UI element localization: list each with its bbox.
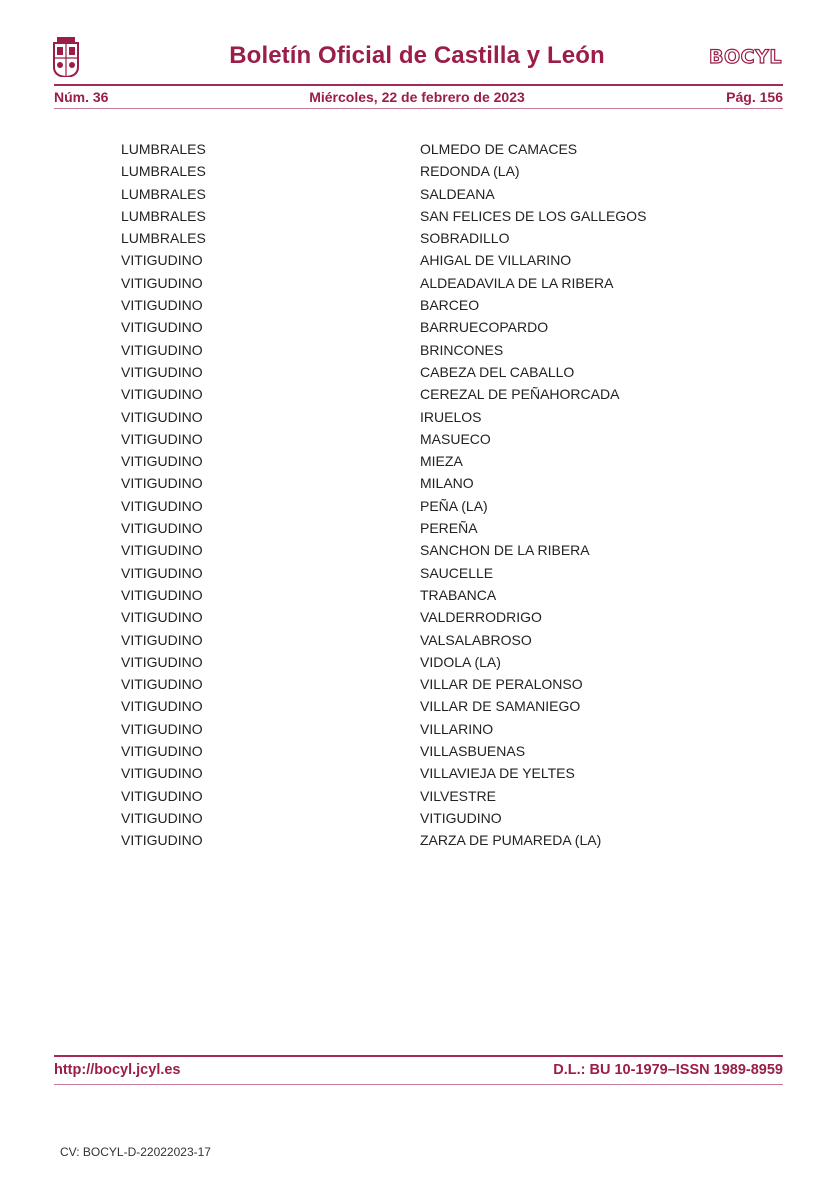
district-cell: VITIGUDINO	[121, 363, 203, 380]
municipality-cell: SAN FELICES DE LOS GALLEGOS	[420, 207, 647, 224]
municipality-cell: IRUELOS	[420, 408, 482, 425]
municipality-cell: SAUCELLE	[420, 564, 494, 581]
district-cell: VITIGUDINO	[121, 720, 203, 737]
header-rule-top	[54, 84, 783, 86]
table-row	[0, 495, 834, 517]
district-cell: LUMBRALES	[121, 141, 206, 157]
district-cell: VITIGUDINO	[121, 297, 203, 314]
bocyl-logo: BOCYL	[709, 46, 782, 68]
municipality-cell: SALDEANA	[420, 185, 495, 202]
table-row	[0, 740, 834, 762]
table-row	[0, 584, 834, 606]
district-cell: VITIGUDINO	[121, 787, 203, 804]
table-row	[0, 539, 834, 561]
table-row	[0, 160, 834, 182]
municipality-cell: VALDERRODRIGO	[420, 609, 542, 626]
table-row	[0, 316, 834, 338]
table-row	[0, 205, 834, 227]
bulletin-title: Boletín Oficial de Castilla y León	[229, 42, 605, 69]
district-cell: LUMBRALES	[121, 230, 206, 247]
municipality-cell: BARRUECOPARDO	[420, 319, 549, 336]
district-cell: VITIGUDINO	[121, 520, 203, 537]
table-row	[0, 294, 834, 316]
district-cell: VITIGUDINO	[121, 698, 203, 715]
district-cell: VITIGUDINO	[121, 542, 203, 559]
municipality-cell: VIDOLA (LA)	[420, 653, 501, 670]
municipality-cell: VILVESTRE	[420, 787, 496, 804]
table-row	[0, 517, 834, 539]
municipality-cell: PEREÑA	[420, 520, 478, 537]
table-row	[0, 227, 834, 249]
footer-rule-bottom	[54, 1084, 783, 1085]
table-row	[0, 651, 834, 673]
district-cell: VITIGUDINO	[121, 475, 203, 492]
table-row	[0, 762, 834, 784]
table-row	[0, 673, 834, 695]
municipality-list	[0, 138, 834, 852]
district-cell: VITIGUDINO	[121, 564, 203, 581]
municipality-cell: VILLASBUENAS	[420, 743, 526, 760]
table-row	[0, 629, 834, 651]
municipality-cell: MILANO	[420, 475, 474, 492]
municipality-cell: ALDEADAVILA DE LA RIBERA	[420, 274, 614, 291]
municipality-cell: PEÑA (LA)	[420, 497, 488, 514]
municipality-cell: VITIGUDINO	[420, 809, 502, 826]
table-row	[0, 785, 834, 807]
issue-date: Miércoles, 22 de febrero de 2023	[309, 89, 525, 105]
district-cell: VITIGUDINO	[121, 408, 203, 425]
table-row	[0, 406, 834, 428]
municipality-cell: VALSALABROSO	[420, 631, 532, 648]
district-cell: VITIGUDINO	[121, 586, 203, 603]
district-cell: LUMBRALES	[121, 185, 206, 202]
district-cell: VITIGUDINO	[121, 453, 203, 470]
municipality-cell: MIEZA	[420, 453, 463, 470]
municipality-cell: REDONDA (LA)	[420, 163, 520, 180]
municipality-cell: MASUECO	[420, 430, 491, 447]
table-row	[0, 472, 834, 494]
district-cell: VITIGUDINO	[121, 497, 203, 514]
district-cell: LUMBRALES	[121, 163, 206, 180]
issue-number: Núm. 36	[54, 89, 109, 105]
municipality-cell: CEREZAL DE PEÑAHORCADA	[420, 386, 620, 403]
district-cell: VITIGUDINO	[121, 653, 203, 670]
table-row	[0, 249, 834, 271]
table-row	[0, 183, 834, 205]
municipality-cell: AHIGAL DE VILLARINO	[420, 252, 572, 269]
district-cell: VITIGUDINO	[121, 430, 203, 447]
district-cell: VITIGUDINO	[121, 386, 203, 403]
district-cell: VITIGUDINO	[121, 676, 203, 693]
table-row	[0, 695, 834, 717]
municipality-cell: TRABANCA	[420, 586, 497, 603]
table-row	[0, 807, 834, 829]
municipality-cell: OLMEDO DE CAMACES	[420, 141, 578, 157]
bocyl-url-link[interactable]: http://bocyl.jcyl.es	[54, 1062, 181, 1078]
table-row	[0, 562, 834, 584]
header-rule-bottom	[54, 108, 783, 109]
district-cell: VITIGUDINO	[121, 809, 203, 826]
municipality-cell: BRINCONES	[420, 341, 504, 358]
district-cell: VITIGUDINO	[121, 341, 203, 358]
table-row	[0, 383, 834, 405]
district-cell: VITIGUDINO	[121, 274, 203, 291]
table-row	[0, 361, 834, 383]
municipality-cell: SANCHON DE LA RIBERA	[420, 542, 590, 559]
table-row	[0, 829, 834, 851]
district-cell: VITIGUDINO	[121, 631, 203, 648]
table-row	[0, 718, 834, 740]
district-cell: VITIGUDINO	[121, 252, 203, 269]
district-cell: VITIGUDINO	[121, 765, 203, 782]
table-row	[0, 606, 834, 628]
legal-deposit: D.L.: BU 10-1979–ISSN 1989-8959	[553, 1062, 783, 1078]
page-number: Pág. 156	[726, 89, 783, 105]
table-row	[0, 428, 834, 450]
district-cell: VITIGUDINO	[121, 319, 203, 336]
municipality-cell: VILLAR DE SAMANIEGO	[420, 698, 581, 715]
municipality-cell: ZARZA DE PUMAREDA (LA)	[420, 832, 602, 849]
footer-rule-top	[54, 1055, 783, 1057]
municipality-cell: SOBRADILLO	[420, 230, 510, 247]
table-row	[0, 138, 834, 160]
municipality-cell: VILLARINO	[420, 720, 494, 737]
district-cell: VITIGUDINO	[121, 609, 203, 626]
municipality-cell: VILLAR DE PERALONSO	[420, 676, 583, 693]
table-row	[0, 272, 834, 294]
district-cell: VITIGUDINO	[121, 743, 203, 760]
table-row	[0, 339, 834, 361]
table-row	[0, 450, 834, 472]
cv-code: CV: BOCYL-D-22022023-17	[60, 1145, 211, 1159]
district-cell: VITIGUDINO	[121, 832, 203, 849]
municipality-cell: VILLAVIEJA DE YELTES	[420, 765, 575, 782]
district-cell: LUMBRALES	[121, 207, 206, 224]
municipality-cell: BARCEO	[420, 297, 480, 314]
municipality-cell: CABEZA DEL CABALLO	[420, 363, 575, 380]
